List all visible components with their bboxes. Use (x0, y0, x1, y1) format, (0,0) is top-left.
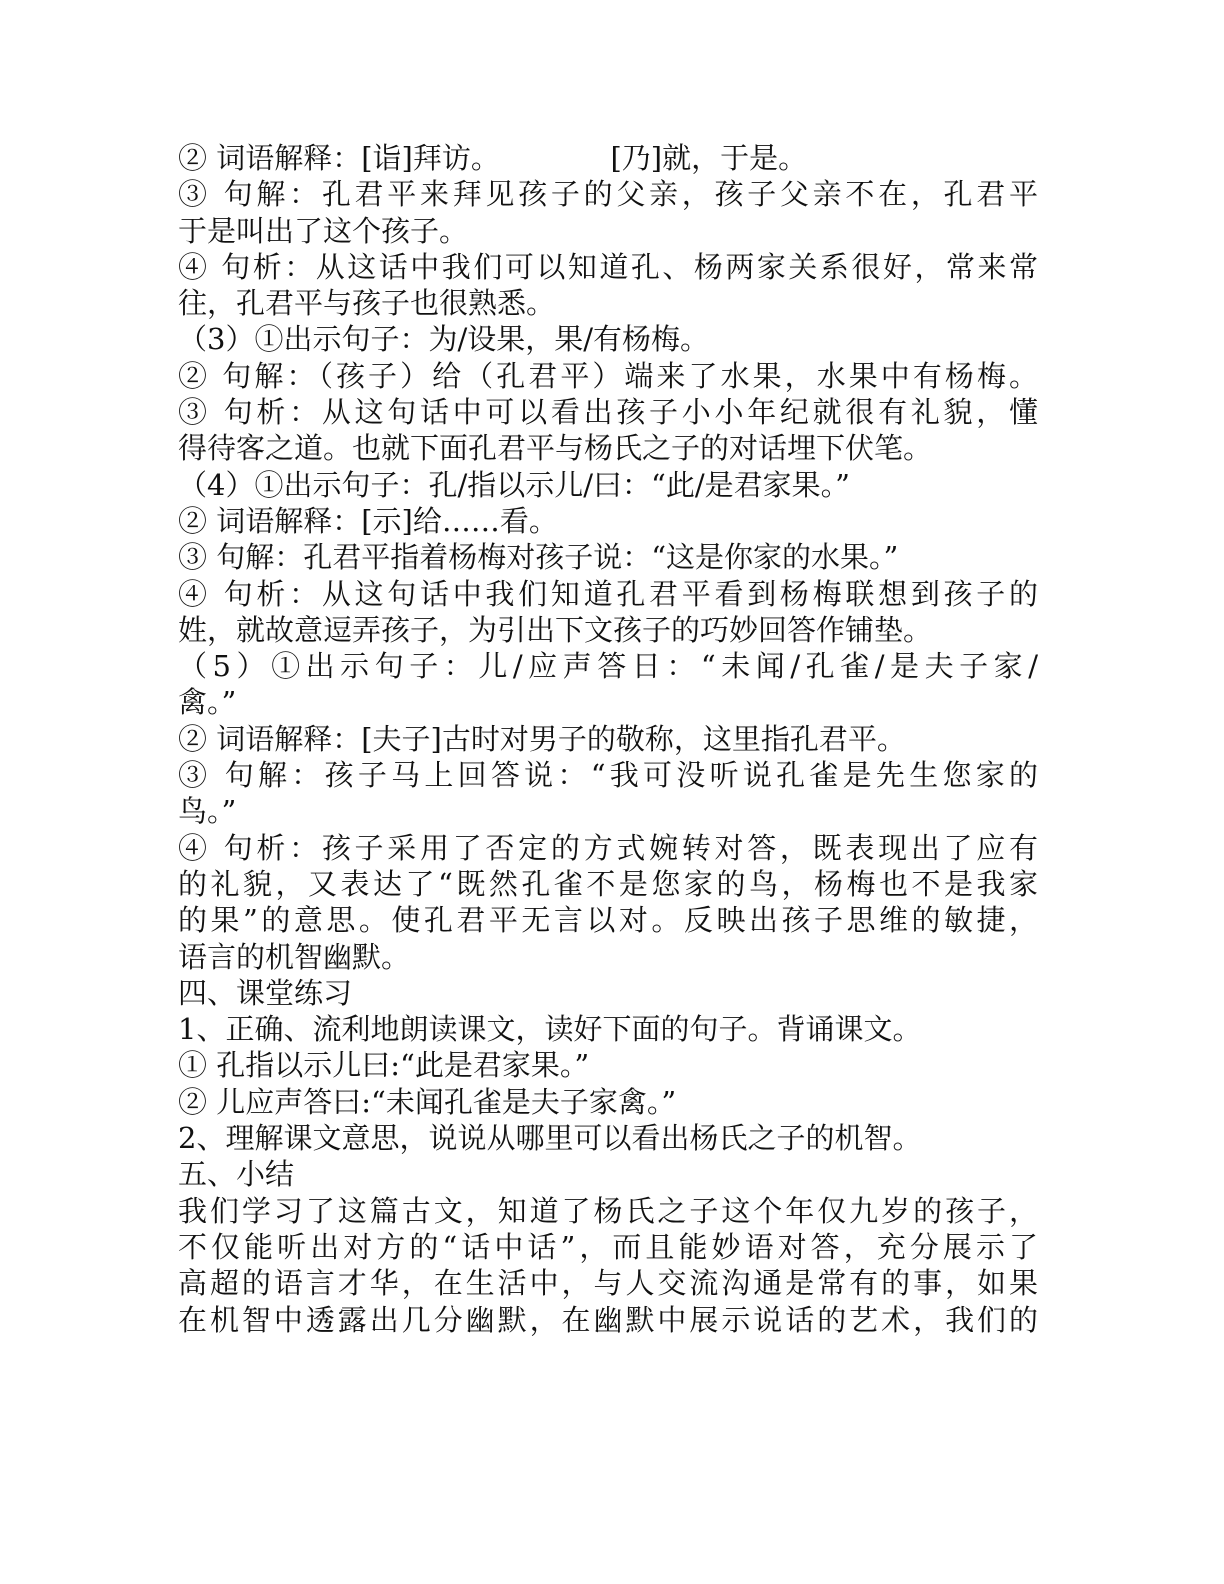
text-line-27: ② 儿应声答曰:“未闻孔雀是夫子家禽。” (178, 1084, 677, 1119)
text-line-22: 的果”的意思。使孔君平无言以对。反映出孩子思维的敏捷， (178, 903, 1038, 938)
document-page (178, 140, 1038, 1338)
text-line-31: 不仅能听出对方的“话中话”，而且能妙语对答，充分展示了 (178, 1229, 1038, 1264)
section-heading-summary: 五、小结 (178, 1157, 295, 1192)
text-line-6: （3）①出示句子：为/设果，果/有杨梅。 (178, 322, 709, 357)
text-line-20: ④ 句析：孩子采用了否定的方式婉转对答，既表现出了应有 (178, 830, 1038, 865)
text-line-28: 2、理解课文意思，说说从哪里可以看出杨氏之子的机智。 (178, 1121, 922, 1156)
text-line-30: 我们学习了这篇古文，知道了杨氏之子这个年仅九岁的孩子， (178, 1193, 1038, 1228)
text-line-23: 语言的机智幽默。 (178, 939, 411, 974)
text-line-25: 1、正确、流利地朗读课文，读好下面的句子。背诵课文。 (178, 1012, 922, 1047)
text-line-21: 的礼貌，又表达了“既然孔雀不是您家的鸟，杨梅也不是我家 (178, 866, 1038, 901)
text-line-11: ② 词语解释：[示]给……看。 (178, 503, 558, 538)
text-line-17: ② 词语解释：[夫子]古时对男子的敬称，这里指孔君平。 (178, 721, 906, 756)
text-line-8: ③ 句析：从这句话中可以看出孩子小小年纪就很有礼貌，懂 (178, 395, 1038, 430)
text-line-26: ① 孔指以示儿曰:“此是君家果。” (178, 1048, 590, 1083)
text-line-15: （5）①出示句子：儿/应声答日：“未闻/孔雀/是夫子家/ (178, 649, 1038, 684)
text-line-4: ④ 句析：从这话中我们可以知道孔、杨两家关系很好，常来常 (178, 249, 1038, 284)
text-line-2: ③ 句解：孔君平来拜见孩子的父亲，孩子父亲不在，孔君平 (178, 177, 1038, 212)
text-line-19: 鸟。” (178, 794, 237, 829)
text-line-33: 在机智中透露出几分幽默，在幽默中展示说话的艺术，我们的 (178, 1302, 1038, 1337)
text-line-16: 禽。” (178, 685, 237, 720)
text-line-10: （4）①出示句子：孔/指以示儿/曰：“此/是君家果。” (178, 467, 850, 502)
text-line-18: ③ 句解：孩子马上回答说：“我可没听说孔雀是先生您家的 (178, 758, 1038, 793)
text-line-7: ② 句解：（孩子）给（孔君平）端来了水果，水果中有杨梅。 (178, 358, 1038, 393)
text-line-9: 得待客之道。也就下面孔君平与杨氏之子的对话埋下伏笔。 (178, 431, 933, 466)
text-line-14: 姓，就故意逗弄孩子，为引出下文孩子的巧妙回答作铺垫。 (178, 612, 933, 647)
text-line-13: ④ 句析：从这句话中我们知道孔君平看到杨梅联想到孩子的 (178, 576, 1038, 611)
text-line-3: 于是叫出了这个孩子。 (178, 213, 469, 248)
text-line-5: 往，孔君平与孩子也很熟悉。 (178, 286, 556, 321)
text-line-32: 高超的语言才华，在生活中，与人交流沟通是常有的事，如果 (178, 1266, 1038, 1301)
text-line-12: ③ 句解：孔君平指着杨梅对孩子说：“这是你家的水果。” (178, 540, 899, 575)
text-line-1: ② 词语解释：[诣]拜访。 [乃]就，于是。 (178, 141, 808, 175)
section-heading-practice: 四、课堂练习 (178, 975, 353, 1010)
